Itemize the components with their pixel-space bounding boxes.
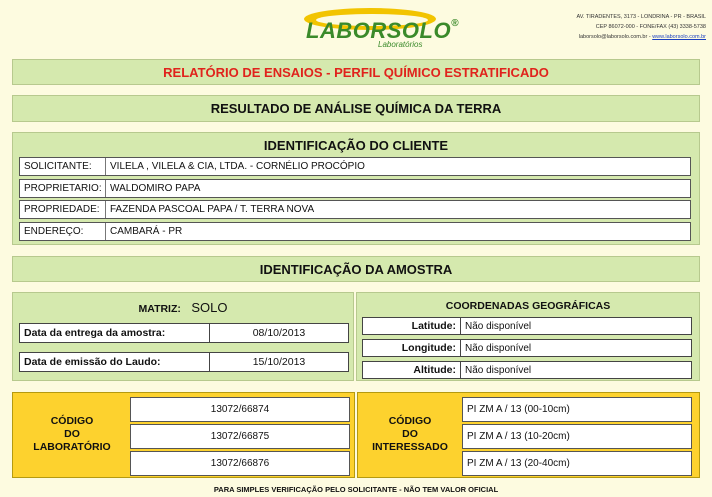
contact-line xyxy=(488,32,706,42)
issue-date-value: 15/10/2013 xyxy=(252,356,306,368)
report-title: RELATÓRIO DE ENSAIOS - PERFIL QUÍMICO ESTRATIFICADO xyxy=(163,64,549,80)
result-title-bar xyxy=(12,95,700,122)
client-row-endereco: ENDEREÇO: CAMBARÁ - PR xyxy=(19,222,691,241)
longitude-label: Longitude: xyxy=(363,340,461,356)
issue-date-label: Data de emissão do Laudo: xyxy=(20,353,210,371)
laborsolo-logo xyxy=(300,2,460,52)
latitude-row xyxy=(362,317,692,335)
website-link[interactable]: www.laborsolo.com.br xyxy=(652,34,706,40)
altitude-row xyxy=(362,361,692,379)
client-row-proprietario: PROPRIETARIO: WALDOMIRO PAPA xyxy=(19,179,691,198)
client-code-cell: PI ZM A / 13 (00-10cm) xyxy=(462,397,692,422)
address-line-1: AV. TIRADENTES, 3173 - LONDRINA - PR - BRASIL xyxy=(576,14,706,20)
longitude-row xyxy=(362,339,692,357)
lab-code-cell: 13072/66876 xyxy=(130,451,350,476)
matrix-label: MATRIZ: xyxy=(138,303,181,315)
matrix-value: SOLO xyxy=(191,300,228,315)
sample-title-bar xyxy=(12,256,700,282)
client-row-solicitante: SOLICITANTE: VILELA , VILELA & CIA, LTDA. - CORNÉLIO PROCÓPIO xyxy=(19,157,691,176)
altitude-value: Não disponível xyxy=(465,364,532,376)
lab-code-label: CÓDIGO DO LABORATÓRIO xyxy=(33,415,111,453)
email-text: laborsolo@laborsolo.com.br - xyxy=(578,34,653,40)
address-line-2: CEP 86072-000 - FONE/FAX (43) 3338-5738 xyxy=(595,24,706,30)
delivery-date-row xyxy=(19,323,349,343)
latitude-value: Não disponível xyxy=(465,320,532,332)
logo-wordmark: LABORSOLO® xyxy=(306,18,459,43)
client-code-label: CÓDIGO DO INTERESSADO xyxy=(372,415,448,453)
delivery-date-value: 08/10/2013 xyxy=(252,327,306,339)
header-address xyxy=(488,12,706,42)
issue-date-row xyxy=(19,352,349,372)
header xyxy=(0,0,712,56)
report-title-bar xyxy=(12,59,700,85)
coords-title: COORDENADAS GEOGRÁFICAS xyxy=(445,300,611,312)
client-title: IDENTIFICAÇÃO DO CLIENTE xyxy=(263,138,449,153)
latitude-label: Latitude: xyxy=(363,318,461,334)
result-title: RESULTADO DE ANÁLISE QUÍMICA DA TERRA xyxy=(210,101,502,116)
delivery-date-label: Data da entrega da amostra: xyxy=(20,324,210,342)
client-row-propriedade: PROPRIEDADE: FAZENDA PASCOAL PAPA / T. TERRA NOVA xyxy=(19,200,691,219)
client-code-cell: PI ZM A / 13 (20-40cm) xyxy=(462,451,692,476)
logo-subtitle: Laboratórios xyxy=(378,40,423,49)
client-code-cell: PI ZM A / 13 (10-20cm) xyxy=(462,424,692,449)
footer-note: PARA SIMPLES VERIFICAÇÃO PELO SOLICITANTE - NÃO TEM VALOR OFICIAL xyxy=(213,485,499,494)
matrix-line xyxy=(13,299,353,317)
longitude-value: Não disponível xyxy=(465,342,532,354)
lab-code-cell: 13072/66874 xyxy=(130,397,350,422)
lab-code-cell: 13072/66875 xyxy=(130,424,350,449)
altitude-label: Altitude: xyxy=(363,362,461,378)
sample-title: IDENTIFICAÇÃO DA AMOSTRA xyxy=(259,261,453,277)
